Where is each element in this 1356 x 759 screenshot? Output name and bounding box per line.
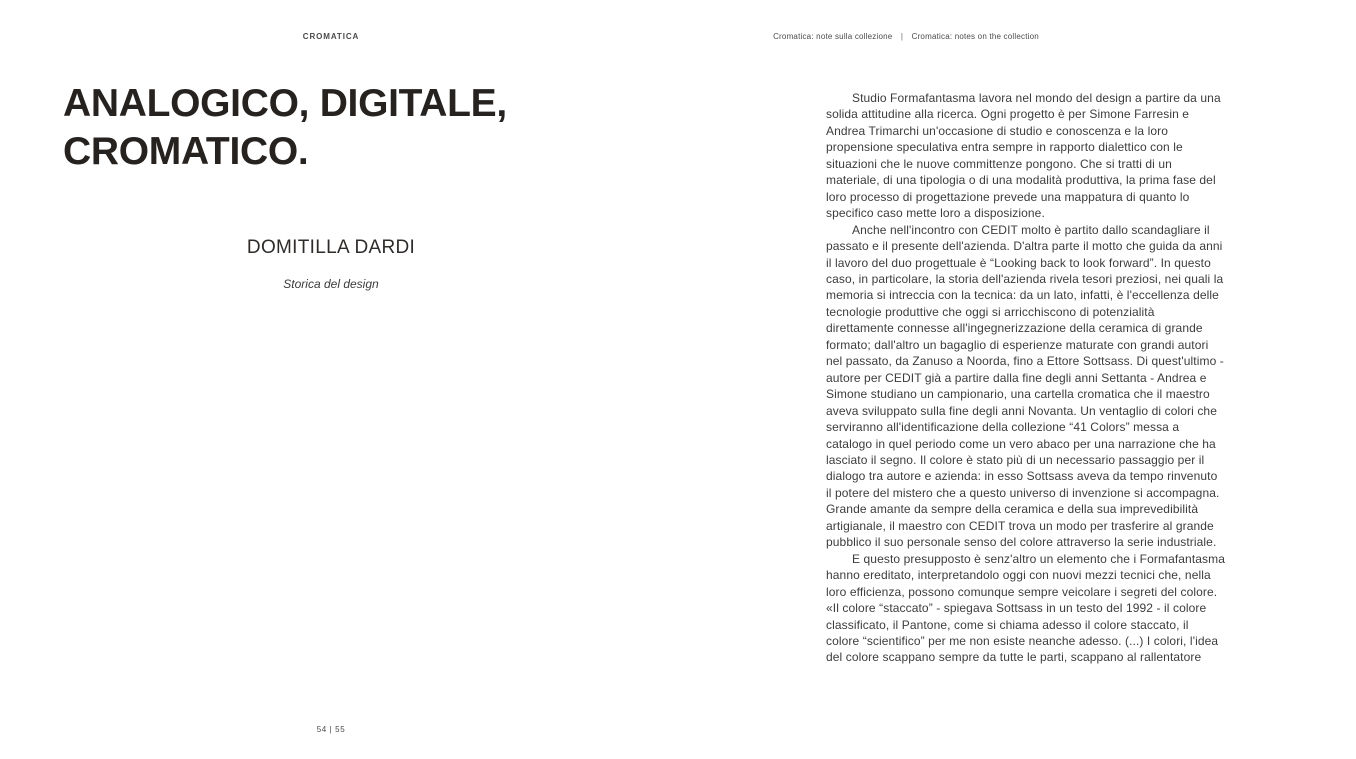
- running-head-separator: |: [900, 32, 904, 41]
- article-title: [63, 80, 507, 176]
- running-head-right-english: Cromatica: notes on the collection: [911, 32, 1039, 41]
- article-title-line-1: ANALOGICO, DIGITALE,: [63, 82, 507, 125]
- article-paragraph-1: Studio Formafantasma lavora nel mondo del design a partire da una solida attitudine alla ricerca. Ogni progetto è per Simone Farresin e Andrea Trimarchi un'occasione di studio e conoscenza e la loro propensione speculativa entra sempre in rapporto dialettico con le situazioni che le nuove committenze pongono. Che si tratti di un materiale, di una tipologia o di una modalità produttiva, la prima fase del loro processo di progettazione prevede una mappatura di quanto lo specifico caso mette loro a disposizione.: [826, 91, 1221, 221]
- running-head-right-italian: Cromatica: note sulla collezione: [773, 32, 893, 41]
- article-author-role: Storica del design: [283, 277, 379, 291]
- article-paragraph-2: Anche nell'incontro con CEDIT molto è partito dallo scandagliare il passato e il presente dell'azienda. D'altra parte il motto che guida da anni il lavoro del duo progettuale è “Looking back to look forward”. In questo caso, in particolare, la storia dell'azienda rivela tesori preziosi, nei quali la memoria si intreccia con la tecnica: da un lato, infatti, è l'eccellenza delle tecnologie produttive che oggi si arricchiscono di potenzialità direttamente connesse all'ingegnerizzazione della ceramica di grande formato; dall'altro un bagaglio di esperienze maturate con grandi autori nel passato, da Zanuso a Noorda, fino a Ettore Sottsass. Di quest'ultimo - autore per CEDIT già a partire dalla fine degli anni Settanta - Andrea e Simone studiano un campionario, una cartella cromatica che il maestro aveva sviluppato sulla fine degli anni Novanta. Un ventaglio di colori che serviranno all'identificazione della collezione “41 Colors” messa a catalogo in quel periodo come un vero abaco per una narrazione che ha lasciato il segno. Il colore è stato più di un necessario passaggio per il dialogo tra autore e azienda: in esso Sottsass aveva da tempo rinvenuto il potere del mistero che a questo universo di invenzione si accompagna. Grande amante da sempre della ceramica e della sua imprevedibilità artigianale, il maestro con CEDIT trova un modo per trasferire al grande pubblico il suo personale senso del colore attraverso la serie industriale.: [826, 222, 1224, 550]
- article-paragraph-3: E questo presupposto è senz'altro un elemento che i Formafantasma hanno ereditato, interpretandolo oggi con nuovi mezzi tecnici che, nella loro efficienza, possono comunque sempre veicolare i segreti del colore. «Il colore “staccato” - spiegava Sottsass in un testo del 1992 - il colore classificato, il Pantone, come si chiama adesso il colore staccato, il colore “scientifico” per me non esiste neanche adesso. (...) I colori, l'idea del colore scappano sempre da tutte le parti, scappano al rallentatore: [826, 551, 1225, 665]
- article-body: [826, 90, 1225, 666]
- running-head-left: CROMATICA: [302, 32, 360, 41]
- article-title-line-2: CROMATICO.: [63, 130, 309, 173]
- running-head-right: [681, 32, 1131, 41]
- article-author: DOMITILLA DARDI: [246, 237, 416, 258]
- page-numbers: 54 | 55: [316, 725, 346, 734]
